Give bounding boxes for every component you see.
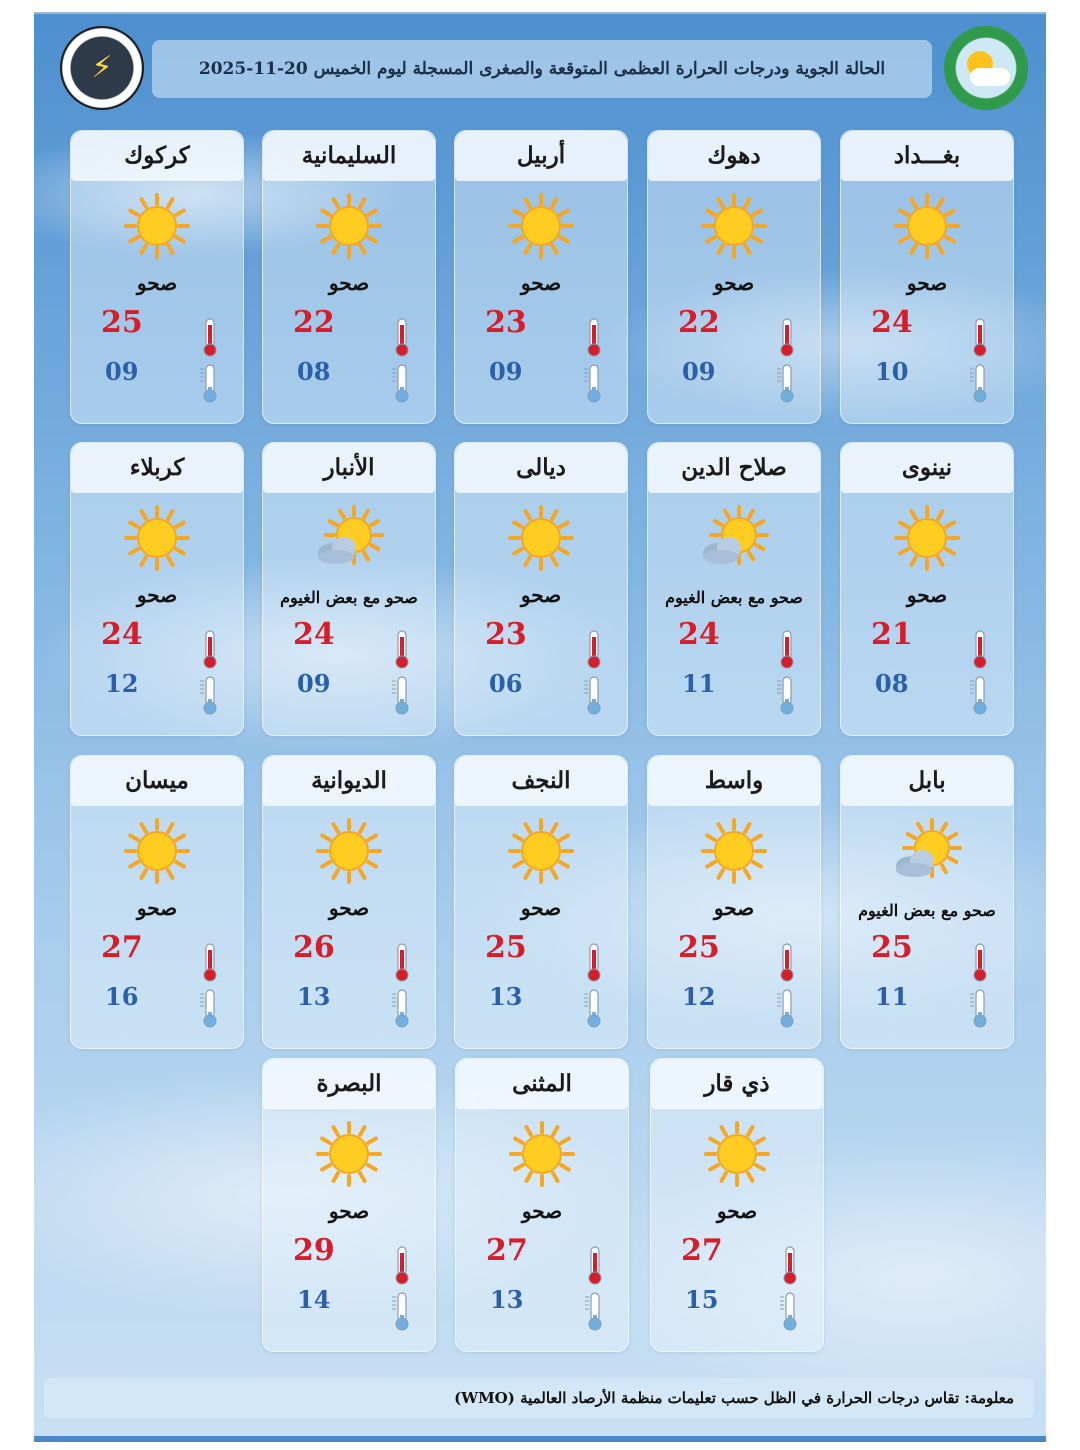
weather-condition: صحو (716, 1199, 758, 1223)
city-name: نينوى (841, 443, 1013, 493)
min-temperature: 09 (489, 357, 523, 386)
max-temperature: 25 (101, 305, 143, 340)
weather-condition: صحو (713, 896, 755, 920)
sun-icon (892, 191, 962, 261)
thermometer-hot-icon (969, 317, 991, 357)
city-card (454, 755, 628, 1049)
sun-icon (314, 1119, 384, 1189)
min-temperature: 16 (105, 982, 139, 1011)
thermometer-hot-icon (776, 942, 798, 982)
thermometer-cold-icon (584, 1291, 606, 1331)
max-temperature: 23 (485, 305, 527, 340)
thermometer-hot-icon (583, 942, 605, 982)
city-name: ذي قار (651, 1059, 823, 1109)
thermometer-cold-icon (776, 675, 798, 715)
min-temperature: 13 (297, 982, 331, 1011)
sun-icon (122, 503, 192, 573)
thermometer-hot-icon (199, 629, 221, 669)
city-name: الديوانية (263, 756, 435, 806)
city-name: واسط (648, 756, 820, 806)
footer-note: معلومة: تقاس درجات الحرارة في الظل حسب تعليمات منظمة الأرصاد العالمية (WMO) (44, 1378, 1034, 1418)
thermometer-hot-icon (391, 317, 413, 357)
city-card (70, 755, 244, 1049)
city-card (647, 130, 821, 424)
thermometer-hot-icon (969, 629, 991, 669)
weather-condition: صحو مع بعض الغيوم (665, 588, 803, 607)
forecasting-dept-logo (60, 26, 144, 110)
page-title: الحالة الجوية ودرجات الحرارة العظمى المتوقعة والصغرى المسجلة ليوم الخميس 20-11-2025 (152, 40, 932, 98)
max-temperature: 24 (293, 617, 335, 652)
sun-icon (122, 816, 192, 886)
weather-condition: صحو مع بعض الغيوم (280, 588, 418, 607)
city-name: بابل (841, 756, 1013, 806)
sun-icon (506, 191, 576, 261)
city-card (647, 755, 821, 1049)
min-temperature: 15 (685, 1285, 719, 1314)
thermometer-hot-icon (776, 317, 798, 357)
weather-condition: صحو (906, 583, 948, 607)
city-name: السليمانية (263, 131, 435, 181)
city-name: بغـــداد (841, 131, 1013, 181)
lightning-icon: ⚡ (91, 50, 113, 85)
weather-condition: صحو مع بعض الغيوم (858, 901, 996, 920)
city-name: ميسان (71, 756, 243, 806)
min-temperature: 08 (875, 669, 909, 698)
sun-icon (699, 191, 769, 261)
weather-condition: صحو (136, 583, 178, 607)
city-card (840, 130, 1014, 424)
city-card (262, 755, 436, 1049)
city-card (840, 442, 1014, 736)
max-temperature: 25 (678, 930, 720, 965)
sun-icon (892, 503, 962, 573)
thermometer-cold-icon (969, 675, 991, 715)
city-card (454, 442, 628, 736)
min-temperature: 12 (682, 982, 716, 1011)
thermometer-cold-icon (391, 988, 413, 1028)
city-name: ديالى (455, 443, 627, 493)
sun-icon (314, 816, 384, 886)
weather-condition: صحو (906, 271, 948, 295)
weather-condition: صحو (136, 271, 178, 295)
city-name: كربلاء (71, 443, 243, 493)
max-temperature: 23 (485, 617, 527, 652)
city-card (840, 755, 1014, 1049)
city-card (455, 1058, 629, 1352)
thermometer-cold-icon (583, 675, 605, 715)
sun-icon (699, 816, 769, 886)
weather-condition: صحو (520, 896, 562, 920)
thermometer-hot-icon (583, 629, 605, 669)
max-temperature: 24 (871, 305, 913, 340)
thermometer-cold-icon (776, 988, 798, 1028)
city-card (70, 130, 244, 424)
city-card (262, 1058, 436, 1352)
thermometer-cold-icon (779, 1291, 801, 1331)
min-temperature: 13 (490, 1285, 524, 1314)
partly-cloudy-icon (892, 816, 962, 886)
city-name: البصرة (263, 1059, 435, 1109)
max-temperature: 25 (485, 930, 527, 965)
sun-icon (702, 1119, 772, 1189)
city-name: النجف (455, 756, 627, 806)
weather-condition: صحو (328, 1199, 370, 1223)
max-temperature: 25 (871, 930, 913, 965)
thermometer-hot-icon (779, 1245, 801, 1285)
weather-condition: صحو (328, 896, 370, 920)
min-temperature: 09 (682, 357, 716, 386)
max-temperature: 24 (101, 617, 143, 652)
partly-cloudy-icon (314, 503, 384, 573)
sun-icon (314, 191, 384, 261)
weather-condition: صحو (520, 271, 562, 295)
city-card (70, 442, 244, 736)
partly-cloudy-icon (699, 503, 769, 573)
max-temperature: 27 (681, 1233, 723, 1268)
max-temperature: 26 (293, 930, 335, 965)
thermometer-cold-icon (391, 363, 413, 403)
max-temperature: 21 (871, 617, 913, 652)
max-temperature: 27 (486, 1233, 528, 1268)
thermometer-hot-icon (584, 1245, 606, 1285)
min-temperature: 13 (489, 982, 523, 1011)
city-card (454, 130, 628, 424)
min-temperature: 09 (297, 669, 331, 698)
max-temperature: 29 (293, 1233, 335, 1268)
thermometer-cold-icon (583, 988, 605, 1028)
sun-icon (506, 503, 576, 573)
min-temperature: 12 (105, 669, 139, 698)
thermometer-cold-icon (583, 363, 605, 403)
weather-condition: صحو (713, 271, 755, 295)
city-name: دهوك (648, 131, 820, 181)
max-temperature: 24 (678, 617, 720, 652)
meteorological-authority-logo (944, 26, 1028, 110)
city-name: أربيل (455, 131, 627, 181)
weather-condition: صحو (521, 1199, 563, 1223)
weather-condition: صحو (136, 896, 178, 920)
city-name: المثنى (456, 1059, 628, 1109)
thermometer-cold-icon (199, 363, 221, 403)
thermometer-cold-icon (199, 675, 221, 715)
thermometer-cold-icon (199, 988, 221, 1028)
sun-icon (122, 191, 192, 261)
min-temperature: 14 (297, 1285, 331, 1314)
max-temperature: 27 (101, 930, 143, 965)
thermometer-hot-icon (391, 1245, 413, 1285)
thermometer-hot-icon (391, 942, 413, 982)
city-card (647, 442, 821, 736)
city-name: الأنبار (263, 443, 435, 493)
sun-icon (506, 816, 576, 886)
thermometer-hot-icon (969, 942, 991, 982)
city-name: كركوك (71, 131, 243, 181)
thermometer-cold-icon (969, 363, 991, 403)
weather-condition: صحو (328, 271, 370, 295)
min-temperature: 10 (875, 357, 909, 386)
max-temperature: 22 (293, 305, 335, 340)
min-temperature: 06 (489, 669, 523, 698)
city-card (650, 1058, 824, 1352)
thermometer-hot-icon (391, 629, 413, 669)
max-temperature: 22 (678, 305, 720, 340)
thermometer-cold-icon (391, 675, 413, 715)
min-temperature: 11 (875, 982, 909, 1011)
min-temperature: 11 (682, 669, 716, 698)
weather-condition: صحو (520, 583, 562, 607)
bottom-bar (34, 1436, 1046, 1442)
city-name: صلاح الدين (648, 443, 820, 493)
sun-icon (507, 1119, 577, 1189)
thermometer-cold-icon (776, 363, 798, 403)
thermometer-cold-icon (969, 988, 991, 1028)
thermometer-hot-icon (776, 629, 798, 669)
city-card (262, 130, 436, 424)
min-temperature: 09 (105, 357, 139, 386)
thermometer-hot-icon (199, 317, 221, 357)
weather-poster (34, 12, 1046, 1442)
thermometer-hot-icon (199, 942, 221, 982)
min-temperature: 08 (297, 357, 331, 386)
logo-cloud-icon (970, 68, 1010, 86)
thermometer-hot-icon (583, 317, 605, 357)
city-card (262, 442, 436, 736)
thermometer-cold-icon (391, 1291, 413, 1331)
